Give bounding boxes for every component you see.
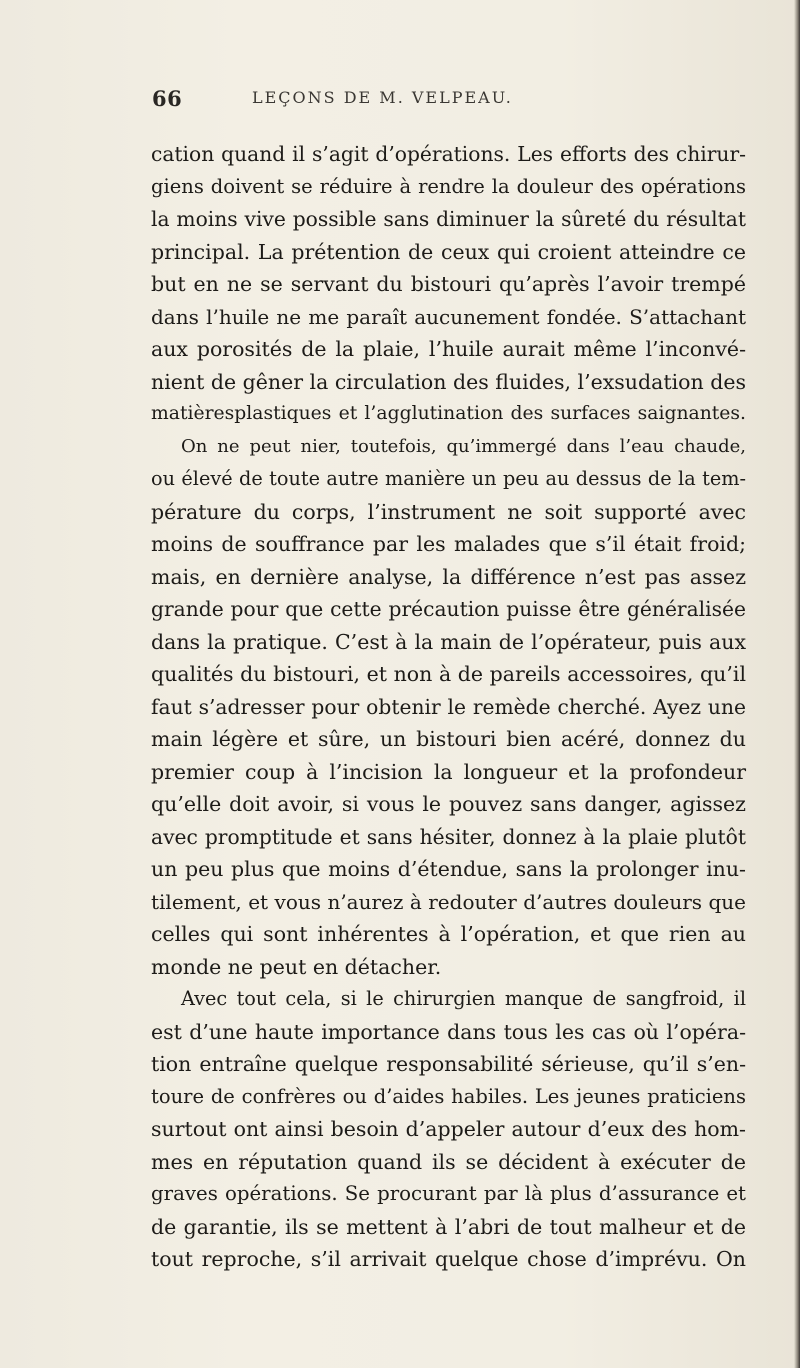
text-line: tilement, et vous n’aurez à redouter d’autres douleurs que: [151, 889, 746, 914]
text-line: On ne peut nier, toutefois, qu’immergé dans l’eau chaude,: [181, 435, 746, 457]
text-line: qualités du bistouri, et non à de pareils accessoires, qu’il: [151, 662, 746, 686]
text-line: giens doivent se réduire à rendre la douleur des opérations: [151, 174, 746, 198]
page-edge-shadow: [794, 0, 800, 1368]
text-line: celles qui sont inhérentes à l’opération, et que rien au: [151, 922, 746, 946]
text-line: est d’une haute importance dans tous les cas où l’opéra-: [151, 1019, 746, 1044]
text-line: moins de souffrance par les malades que s’il était froid;: [151, 532, 746, 556]
text-line: tion entraîne quelque responsabilité sérieuse, qu’il s’en-: [151, 1052, 746, 1076]
text-line: monde ne peut en détacher.: [151, 954, 442, 979]
text-line: matièresplastiques et l’agglutination des surfaces saignantes.: [151, 403, 746, 424]
text-line: Avec tout cela, si le chirurgien manque de sangfroid, il: [181, 987, 746, 1010]
text-line: nient de gêner la circulation des fluides, l’exsudation des: [151, 369, 746, 394]
text-line: mes en réputation quand ils se décident à exécuter de: [151, 1149, 746, 1174]
text-line: faut s’adresser pour obtenir le remède cherché. Ayez une: [151, 694, 746, 719]
text-line: main légère et sûre, un bistouri bien acéré, donnez du: [151, 727, 746, 751]
body-text: [151, 138, 746, 1276]
text-line: dans la pratique. C’est à la main de l’opérateur, puis aux: [151, 629, 746, 654]
text-line: de garantie, ils se mettent à l’abri de tout malheur et de: [151, 1214, 746, 1239]
text-line: qu’elle doit avoir, si vous le pouvez sans danger, agissez: [151, 792, 746, 816]
text-line: ou élevé de toute autre manière un peu au dessus de la tem-: [151, 467, 746, 490]
text-line: but en ne se servant du bistouri qu’après l’avoir trempé: [151, 272, 746, 296]
text-line: un peu plus que moins d’étendue, sans la prolonger inu-: [151, 857, 746, 881]
text-line: tout reproche, s’il arrivait quelque chose d’imprévu. On: [151, 1247, 746, 1271]
text-line: aux porosités de la plaie, l’huile aurait même l’inconvé-: [151, 337, 746, 361]
text-line: cation quand il s’agit d’opérations. Les efforts des chirur-: [151, 142, 746, 166]
text-line: pérature du corps, l’instrument ne soit supporté avec: [151, 499, 746, 524]
text-line: graves opérations. Se procurant par là plus d’assurance et: [151, 1182, 746, 1205]
text-line: mais, en dernière analyse, la différence n’est pas assez: [151, 564, 746, 589]
text-line: grande pour que cette précaution puisse être généralisée: [151, 597, 746, 621]
text-line: dans l’huile ne me paraît aucunement fondée. S’attachant: [151, 304, 746, 329]
text-line: surtout ont ainsi besoin d’appeler autour d’eux des hom-: [151, 1117, 746, 1141]
text-line: la moins vive possible sans diminuer la sûreté du résultat: [151, 207, 746, 231]
page-number: 66: [152, 86, 183, 111]
text-line: avec promptitude et sans hésiter, donnez à la plaie plutôt: [151, 824, 746, 849]
text-line: principal. La prétention de ceux qui croient atteindre ce: [151, 239, 746, 264]
text-line: toure de confrères ou d’aides habiles. Les jeunes praticiens: [151, 1084, 746, 1108]
running-head: LEÇONS DE M. VELPEAU.: [252, 88, 513, 107]
text-line: premier coup à l’incision la longueur et la profondeur: [151, 759, 746, 784]
page-header: [152, 86, 752, 112]
